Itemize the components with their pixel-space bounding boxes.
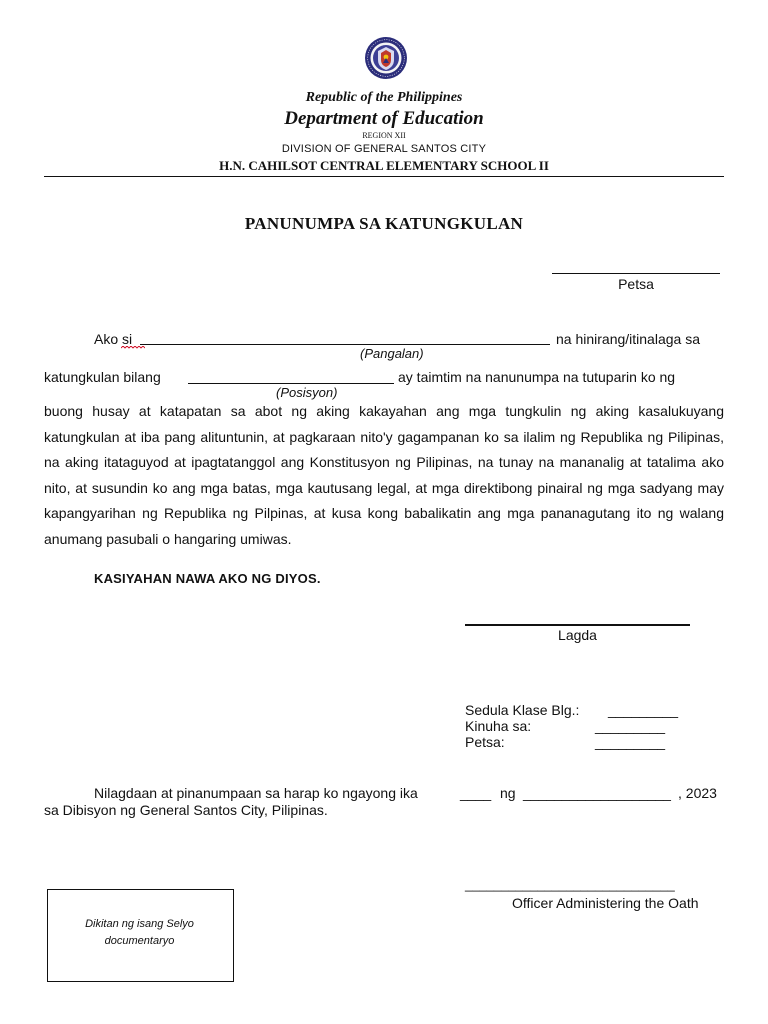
school-name: H.N. CAHILSOT CENTRAL ELEMENTARY SCHOOL II bbox=[219, 158, 549, 173]
sedula-class-blank[interactable]: _________ bbox=[608, 702, 679, 718]
name-blank-line[interactable] bbox=[140, 344, 550, 345]
name-caption: (Pangalan) bbox=[360, 346, 424, 361]
department-heading: Department of Education bbox=[284, 108, 484, 129]
appointed-text: na hinirang/itinalaga sa bbox=[556, 331, 700, 347]
signature-line[interactable] bbox=[465, 624, 690, 626]
deped-seal-logo bbox=[364, 36, 408, 80]
attestation-intro: Nilagdaan at pinanumpaan sa harap ko ngayong ika bbox=[94, 785, 418, 801]
oath-intro: Ako si bbox=[94, 331, 133, 347]
attestation-of: ng bbox=[500, 785, 516, 801]
position-blank-line[interactable] bbox=[188, 383, 394, 384]
position-caption: (Posisyon) bbox=[276, 385, 338, 400]
stamp-instruction-line1: Dikitan ng isang Selyo bbox=[85, 918, 194, 930]
documentary-stamp-instruction bbox=[47, 916, 232, 950]
republic-heading: Republic of the Philippines bbox=[305, 90, 463, 105]
closing-invocation: KASIYAHAN NAWA AKO NG DIYOS. bbox=[94, 571, 321, 586]
spellcheck-squiggle bbox=[121, 346, 145, 350]
division-label: DIVISION OF GENERAL SANTOS CITY bbox=[281, 143, 487, 155]
officer-label: Officer Administering the Oath bbox=[512, 895, 699, 911]
officer-signature-blank[interactable]: _____________________________ bbox=[465, 877, 675, 892]
signature-label: Lagda bbox=[558, 627, 597, 643]
stamp-instruction-line2: documentaryo bbox=[104, 935, 175, 947]
sedula-date-label: Petsa: bbox=[465, 734, 505, 750]
date-label: Petsa bbox=[618, 276, 654, 292]
position-intro: katungkulan bilang bbox=[44, 369, 161, 385]
month-blank[interactable]: ___________________ bbox=[523, 785, 671, 801]
sedula-class-label: Sedula Klase Blg.: bbox=[465, 702, 580, 718]
oath-body: buong husay at katapatan sa abot ng aking kakayahan ang mga tungkulin ng aking kasalukuyang katungkulan at iba pang alituntunin, at pagkaraan nito'y gagampanan ko sa ilalim ng Republika ng Pilipinas, na aking itataguyod at ipagtatanggol ang Konstitusyon ng Pilipinas, na tunay na mananalig at tatalima ako nito, at susundin ko ang mga batas, mga kautusang legal, at mga direktibong pinairal ng mga sadyang may kapangyarihan ng Republika ng Pilpinas, at kusa kong babalikatin ang mga pananagutang ito ng walang anumang pasubali o hangaring umiwas. bbox=[44, 403, 724, 547]
taken-at-blank[interactable]: _________ bbox=[595, 718, 666, 734]
attestation-year: , 2023 bbox=[678, 785, 717, 801]
document-title: PANUNUMPA SA KATUNGKULAN bbox=[244, 214, 524, 233]
date-blank-line[interactable] bbox=[552, 273, 720, 274]
sedula-date-blank[interactable]: _________ bbox=[595, 734, 666, 750]
taken-at-label: Kinuha sa: bbox=[465, 718, 532, 734]
attestation-place: sa Dibisyon ng General Santos City, Pilipinas. bbox=[44, 802, 328, 818]
oath-continuation: ay taimtim na nanunumpa na tutuparin ko ng bbox=[398, 369, 676, 385]
region-label: REGION XII bbox=[362, 131, 406, 140]
header-divider bbox=[44, 176, 724, 177]
day-blank[interactable]: ____ bbox=[460, 785, 492, 801]
